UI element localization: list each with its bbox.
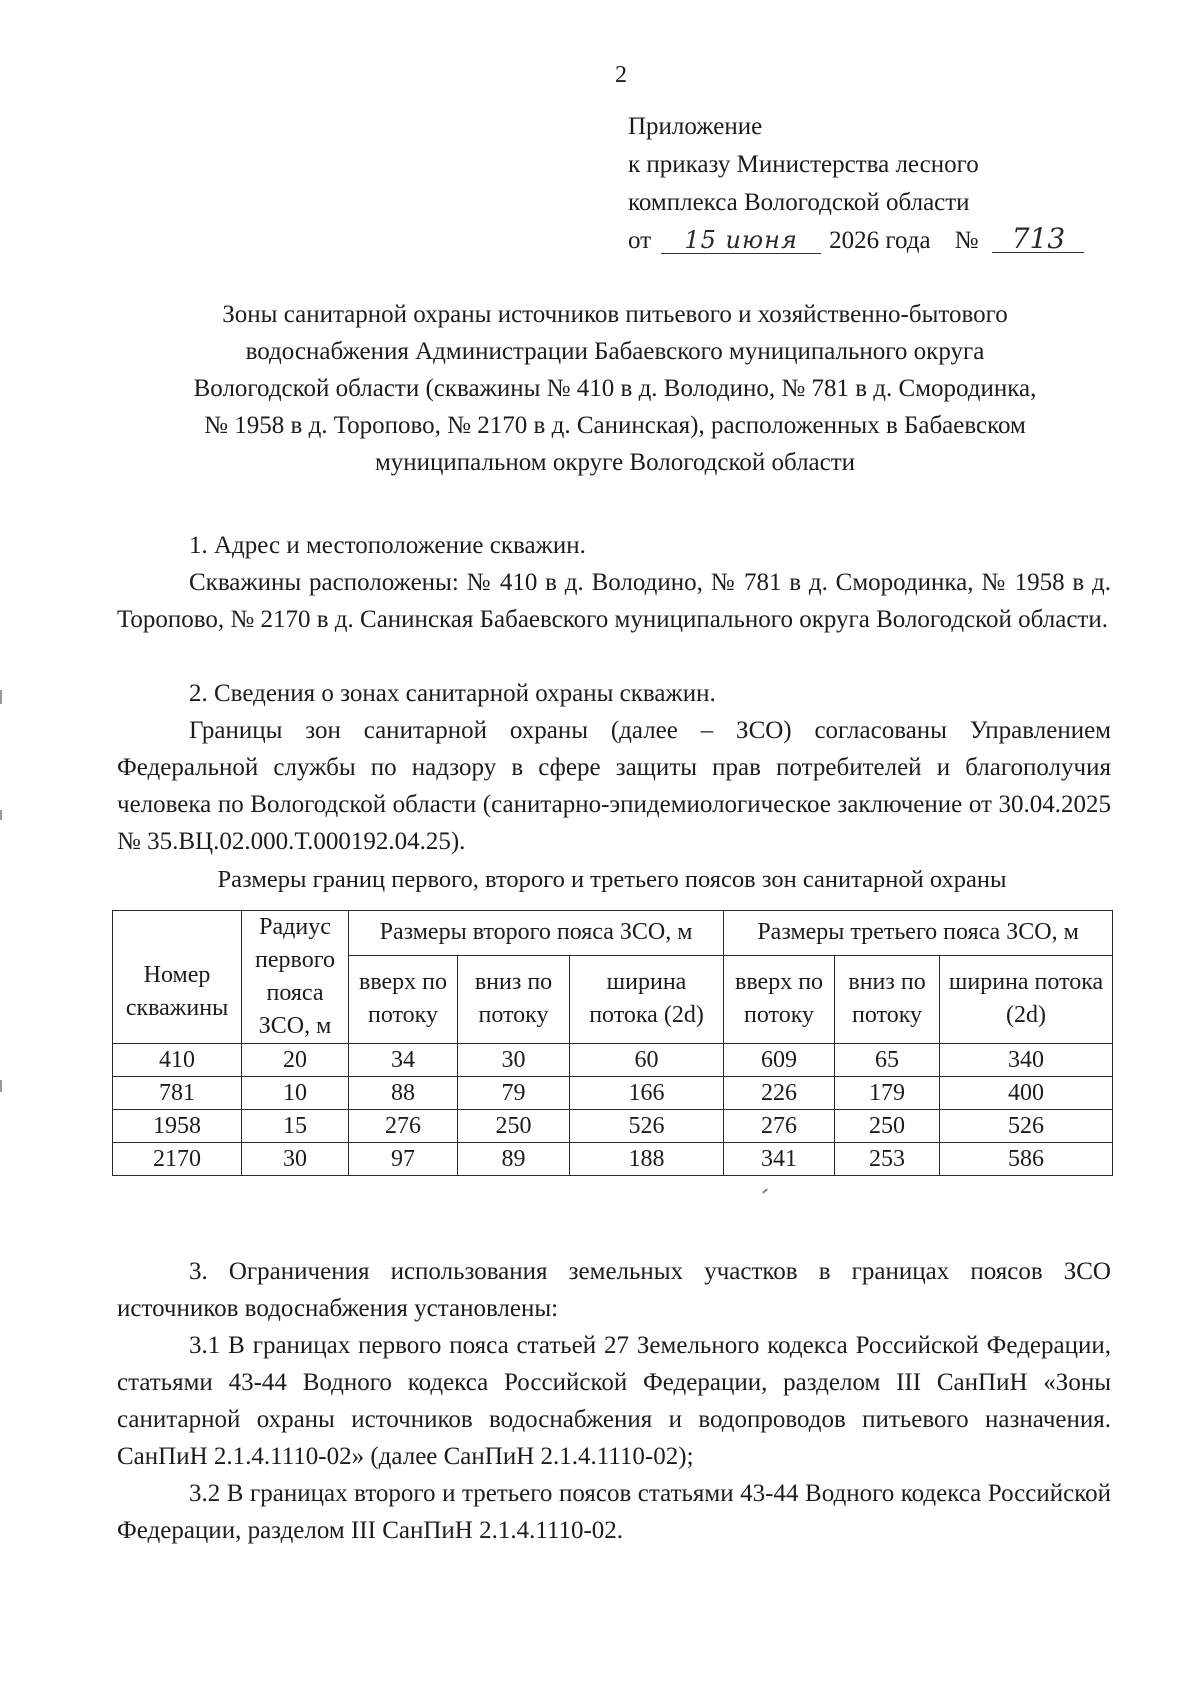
cell-downstream-3: 250 xyxy=(835,1110,940,1143)
header-radius-first-zone: Радиус первого пояса ЗСО, м xyxy=(242,911,349,1044)
order-date-line xyxy=(628,222,1084,260)
from-label: от xyxy=(628,227,652,254)
handwritten-date: 15 июня xyxy=(661,227,821,254)
cell-downstream-2: 250 xyxy=(458,1110,570,1143)
cell-downstream-3: 65 xyxy=(835,1044,940,1077)
header-width-2: ширина потока (2d) xyxy=(570,955,724,1043)
cell-width-2: 166 xyxy=(570,1077,724,1110)
header-second-zone: Размеры второго пояса ЗСО, м xyxy=(349,911,724,956)
page-number: 2 xyxy=(615,62,627,88)
section-1-heading: 1. Адрес и местоположение скважин. xyxy=(189,532,586,559)
cell-downstream-2: 89 xyxy=(458,1143,570,1176)
header-well-number: Номер скважины xyxy=(113,911,242,1044)
cell-upstream-2: 97 xyxy=(349,1143,458,1176)
cell-downstream-2: 30 xyxy=(458,1044,570,1077)
cell-well: 781 xyxy=(113,1077,242,1110)
section-3-1-text: 3.1 В границах первого пояса статьей 27 Земельного кодекса Российской Федерации, статьями 43-44 Водного кодекса Российской Федерации, разделом III СанПиН «Зоны санитарной охраны источников водоснабжения и водопроводов питьевого назначения. СанПиН 2.1.4.1110-02» (далее СанПиН 2.1.4.1110-02); xyxy=(117,1332,1111,1470)
cell-width-3: 340 xyxy=(940,1044,1113,1077)
cell-well: 2170 xyxy=(113,1143,242,1176)
scan-artifact xyxy=(762,1188,768,1193)
table-caption: Размеры границ первого, второго и третьего поясов зон санитарной охраны xyxy=(217,866,1007,893)
scan-edge-mark xyxy=(0,690,2,704)
cell-upstream-3: 276 xyxy=(724,1110,835,1143)
section-3-text: 3. Ограничения использования земельных участков в границах поясов ЗСО источников водоснабжения установлены: xyxy=(117,1258,1111,1322)
header-downstream-3: вниз по потоку xyxy=(835,955,940,1043)
header-width-3: ширина потока (2d) xyxy=(940,955,1113,1043)
cell-upstream-3: 226 xyxy=(724,1077,835,1110)
cell-width-2: 188 xyxy=(570,1143,724,1176)
cell-radius: 20 xyxy=(242,1044,349,1077)
title-line-2: водоснабжения Администрации Бабаевского муниципального округа xyxy=(245,338,985,365)
scan-edge-mark xyxy=(0,1080,2,1092)
zso-dimensions-table xyxy=(112,910,1113,1176)
cell-width-3: 400 xyxy=(940,1077,1113,1110)
year-text: 2026 года xyxy=(829,227,931,254)
appendix-line-2: к приказу Министерства лесного xyxy=(628,151,979,178)
cell-width-2: 60 xyxy=(570,1044,724,1077)
cell-upstream-2: 88 xyxy=(349,1077,458,1110)
cell-radius: 10 xyxy=(242,1077,349,1110)
cell-radius: 30 xyxy=(242,1143,349,1176)
appendix-line-1: Приложение xyxy=(628,113,763,140)
cell-downstream-3: 253 xyxy=(835,1143,940,1176)
cell-radius: 15 xyxy=(242,1110,349,1143)
cell-upstream-3: 609 xyxy=(724,1044,835,1077)
document-title xyxy=(120,296,1110,481)
appendix-header xyxy=(628,108,1084,260)
cell-upstream-3: 341 xyxy=(724,1143,835,1176)
cell-downstream-3: 179 xyxy=(835,1077,940,1110)
section-2-text: Границы зон санитарной охраны (далее – ЗСО) согласованы Управлением Федеральной службы по надзору в сфере защиты прав потребителей и благополучия человека по Вологодской области (санитарно-эпидемиологическое заключение от 30.04.2025 № 35.ВЦ.02.000.Т.000192.04.25). xyxy=(117,717,1111,855)
title-line-1: Зоны санитарной охраны источников питьевого и хозяйственно-бытового xyxy=(222,301,1008,328)
table-row xyxy=(113,1110,1113,1143)
title-line-5: муниципальном округе Вологодской области xyxy=(374,449,856,476)
handwritten-order-number: 713 xyxy=(992,226,1084,253)
cell-width-3: 526 xyxy=(940,1110,1113,1143)
table-row xyxy=(113,1143,1113,1176)
cell-well: 1958 xyxy=(113,1110,242,1143)
header-upstream-2: вверх по потоку xyxy=(349,955,458,1043)
header-downstream-2: вниз по потоку xyxy=(458,955,570,1043)
section-2-heading: 2. Сведения о зонах санитарной охраны скважин. xyxy=(189,680,716,707)
scan-edge-mark xyxy=(0,810,2,820)
cell-downstream-2: 79 xyxy=(458,1077,570,1110)
number-sign: № xyxy=(954,227,979,254)
cell-width-2: 526 xyxy=(570,1110,724,1143)
appendix-line-3: комплекса Вологодской области xyxy=(628,189,970,216)
title-line-4: № 1958 в д. Торопово, № 2170 в д. Санинская), расположенных в Бабаевском xyxy=(204,412,1026,439)
cell-upstream-2: 276 xyxy=(349,1110,458,1143)
header-upstream-3: вверх по потоку xyxy=(724,955,835,1043)
section-3-2-text: 3.2 В границах второго и третьего поясов статьями 43-44 Водного кодекса Российской Федерации, разделом III СанПиН 2.1.4.1110-02. xyxy=(117,1480,1111,1544)
section-1-text: Скважины расположены: № 410 в д. Володино, № 781 в д. Смородинка, № 1958 в д. Торопово, № 2170 в д. Санинская Бабаевского муниципального округа Вологодской области. xyxy=(117,569,1111,633)
table-row xyxy=(113,1044,1113,1077)
table-row xyxy=(113,1077,1113,1110)
cell-width-3: 586 xyxy=(940,1143,1113,1176)
header-third-zone: Размеры третьего пояса ЗСО, м xyxy=(724,911,1113,956)
cell-upstream-2: 34 xyxy=(349,1044,458,1077)
title-line-3: Вологодской области (скважины № 410 в д. Володино, № 781 в д. Смородинка, xyxy=(193,375,1037,402)
cell-well: 410 xyxy=(113,1044,242,1077)
